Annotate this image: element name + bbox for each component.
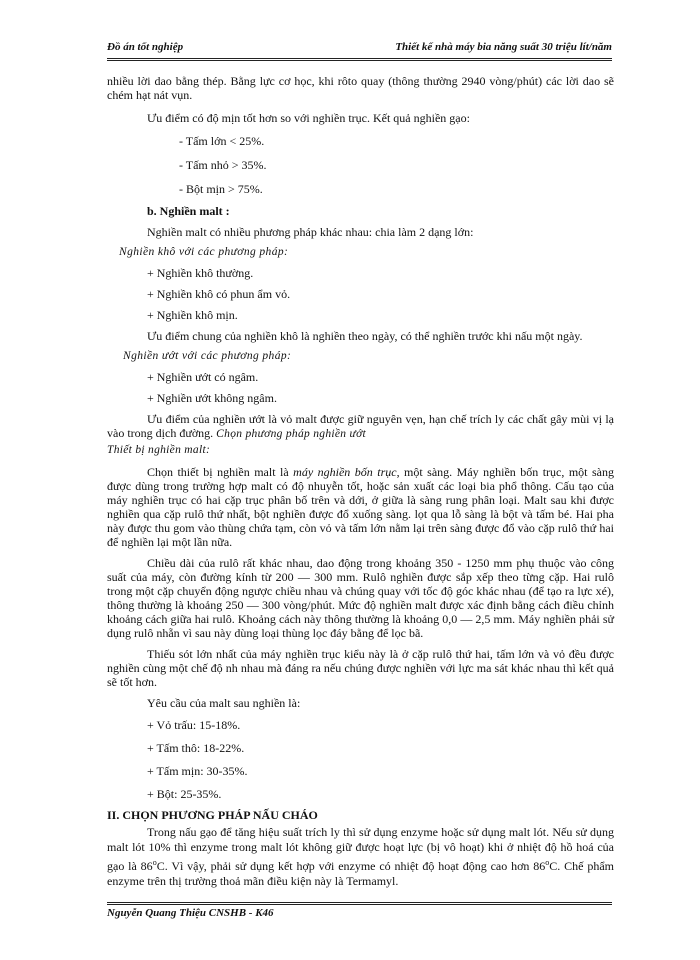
heading-section-ii: II. CHỌN PHƯƠNG PHÁP NẤU CHÁO <box>107 808 318 822</box>
subheading-equipment: Thiết bị nghiền malt: <box>107 444 211 456</box>
degree-symbol-1: o <box>152 858 157 867</box>
page-body <box>107 74 614 889</box>
mill-text-c: , một sàng. Máy nghiền bốn trục, một sàng được dùng trong trường hợp malt có độ nhuyễn tốt, hoặc sản xuất các loại bia phổ thông. Cấu tạo của máy nghiền trục có hai cặp trục phân bố trên và dới, ở giữa là sàng rung phân loại. Malt sau khi được nghiền qua cặp rulô thứ nhất, bột nghiền được đổ xuống sàng. lọt qua lỗ sàng là bột và tấm bé. Hai pha này được thu gom vào thùng chứa tạm, còn vỏ và tấm lớn nằm lại trên sàng được đổ vào cặp rulô thứ hai để nghiền lại một lần nữa. <box>107 465 614 549</box>
cooking-text-b: C. Vì vậy, phải sử dụng kết hợp với enzyme có nhiệt độ hoạt động cao hơn 86 <box>156 859 546 873</box>
degree-symbol-2: o <box>545 858 550 867</box>
paragraph-dry-advantage: Ưu điểm chung của nghiền khô là nghiền theo ngày, có thể nghiền trước khi nấu một ngày. <box>147 329 583 343</box>
page-header <box>107 40 612 56</box>
header-left-title: Đồ án tốt nghiệp <box>107 41 184 53</box>
subheading-wet-milling: Nghiền ướt với các phương pháp: <box>123 350 292 362</box>
header-rule-double <box>107 60 612 61</box>
mill-text-a: Chọn thiết bị nghiền malt là <box>147 465 294 479</box>
mill-text-italic: máy nghiền bốn trục <box>293 465 397 479</box>
list-item-rice-2: - Tấm nhỏ > 35%. <box>179 158 267 172</box>
paragraph-rice-cooking <box>107 825 614 889</box>
list-item-req-3: + Tấm mịn: 30-35%. <box>147 764 248 778</box>
wet-advantage-text: Ưu điểm của nghiền ướt là vỏ malt được giữ nguyên vẹn, hạn chế trích ly các chất gây mùi vị lạ vào trong dịch đường. <box>107 412 614 440</box>
list-item-req-2: + Tấm thô: 18-22%. <box>147 741 245 755</box>
list-item-dry-1: + Nghiền khô thường. <box>147 266 254 280</box>
cooking-text-c: C. Chế phẩm enzyme trên thị trường thoả mãn điều kiện này là Termamyl. <box>107 859 614 888</box>
list-item-req-4: + Bột: 25-35%. <box>147 787 222 801</box>
footer-rule <box>107 902 612 903</box>
list-item-wet-1: + Nghiền ướt có ngâm. <box>147 370 259 384</box>
subheading-dry-milling: Nghiền khô với các phương pháp: <box>119 246 289 258</box>
paragraph-roller-dimensions: Chiều dài của rulô rất khác nhau, dao động trong khoảng 350 - 1250 mm phụ thuộc vào công suất của máy, còn đường kính từ 200 — 300 mm. Rulô nghiền được sắp xếp theo từng cặp. Hai rulô trong một cặp chuyển động ngược chiều nhau và chúng quay với tốc độ góc khác nhau (để tạo ra lực xé), thông thường là khoảng 250 — 300 vòng/phút. Mức độ nghiền malt được xác định bằng cách điều chỉnh khoảng cách giữa hai rulô. Khoảng cách này thông thường là khoảng 0,0 — 2,5 mm. Máy nghiền phải sử dụng rulô nhẵn vì sau này dùng loại thùng lọc đáy bằng để lọc bã. <box>107 556 614 640</box>
list-item-rice-3: - Bột mịn > 75%. <box>179 182 263 196</box>
paragraph-mill-shortcoming: Thiếu sót lớn nhất của máy nghiền trục kiểu này là ở cặp rulô thứ hai, tấm lớn và vỏ đều được nghiền cùng một chế độ nh nhau mà đáng ra nếu chúng được nghiền với lực ma sát khác nhau thì kết quả sẽ tốt hơn. <box>107 647 614 689</box>
paragraph-malt-methods: Nghiền malt có nhiều phương pháp khác nhau: chia làm 2 dạng lớn: <box>147 225 474 239</box>
list-item-rice-1: - Tấm lớn < 25%. <box>179 134 265 148</box>
footer-author: Nguyễn Quang Thiệu CNSHB - K46 <box>107 907 274 919</box>
list-item-wet-2: + Nghiền ướt không ngâm. <box>147 391 277 405</box>
paragraph-wet-advantage <box>107 412 614 441</box>
cooking-text-a: Trong nấu gạo để tăng hiệu suất trích ly thì sử dụng enzyme hoặc sử dụng malt lót. Nếu sử dụng malt lót 10% thì enzyme trong malt lót không giữ được hoạt lực (bị vô hoạt) khi ở nhiệt độ hồ hoá của gạo là 86 <box>107 825 614 873</box>
paragraph-rice-result: Ưu điểm có độ mịn tốt hơn so với nghiền trục. Kết quả nghiền gạo: <box>147 111 470 125</box>
header-rule <box>107 58 612 59</box>
paragraph-rotor: nhiều lời dao bằng thép. Bằng lực cơ học, khi rôto quay (thông thường 2940 vòng/phút) các lời dao sẽ chém hạt nát vụn. <box>107 74 614 102</box>
list-item-req-1: + Vỏ trấu: 15-18%. <box>147 718 241 732</box>
footer-rule-double <box>107 904 612 905</box>
list-item-dry-3: + Nghiền khô mịn. <box>147 308 238 322</box>
header-right-title: Thiết kế nhà máy bia năng suất 30 triệu lít/năm <box>395 41 612 53</box>
list-item-dry-2: + Nghiền khô có phun ẩm vỏ. <box>147 287 291 301</box>
wet-choice-text: Chọn phương pháp nghiền ướt <box>216 428 367 440</box>
paragraph-malt-requirements: Yêu cầu của malt sau nghiền là: <box>147 696 301 710</box>
paragraph-four-roll-mill <box>107 465 614 549</box>
heading-malt-milling: b. Nghiền malt : <box>147 204 230 218</box>
